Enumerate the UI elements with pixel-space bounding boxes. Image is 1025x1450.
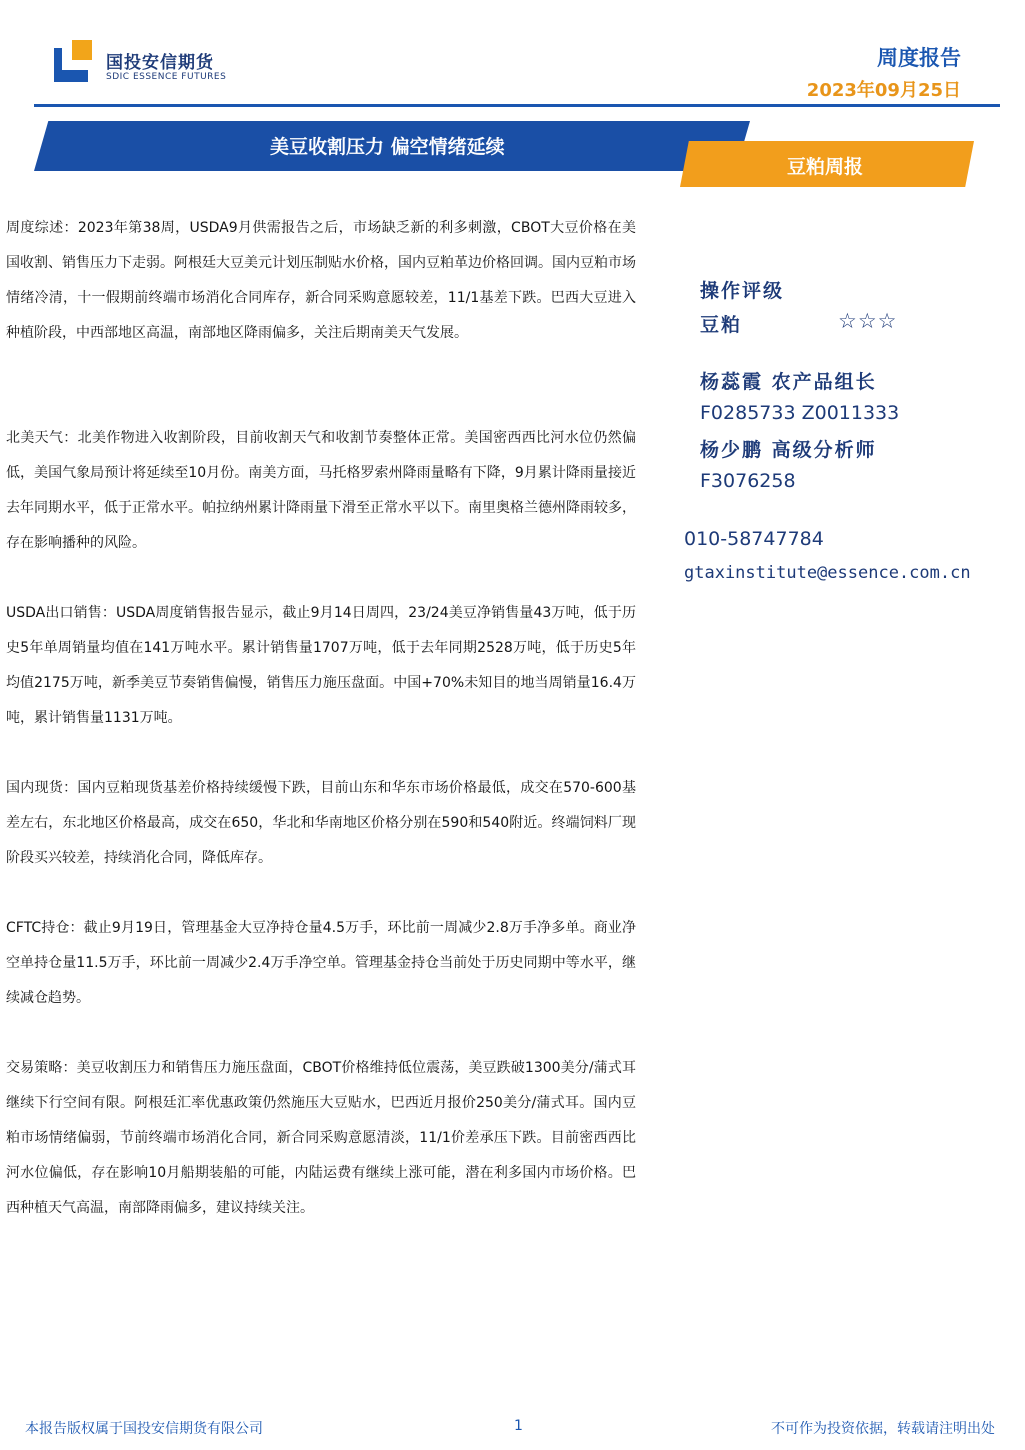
page-number: 1 — [514, 1418, 523, 1434]
analyst-2: 杨少鹏 高级分析师 — [700, 439, 877, 461]
rating-stars-icon: ☆☆☆ — [838, 309, 898, 333]
paragraph-usda-export: USDA出口销售：USDA周度销售报告显示，截止9月14日周四，23/24美豆净销售量43万吨，低于历史5年单周销量均值在141万吨水平。累计销售量1707万吨，低于去年同期2528万吨，低于历史5年均值2175万吨，新季美豆节奏销售偏慢，销售压力施压盘面。中国+70%未知目的地当周销量16.4万吨，累计销售量1131万吨。 — [6, 605, 636, 726]
paragraph-domestic-spot: 国内现货：国内豆粕现货基差价格持续缓慢下跌，目前山东和华东市场价格最低，成交在570-600基差左右，东北地区价格最高，成交在650，华北和华南地区价格分别在590和540附近。终端饲料厂现阶段买兴较差，持续消化合同，降低库存。 — [6, 780, 636, 866]
contact-email[interactable]: gtaxinstitute@essence.com.cn — [684, 563, 971, 583]
paragraph-cftc: CFTC持仓：截止9月19日，管理基金大豆净持仓量4.5万手，环比前一周减少2.8万手净多单。商业净空单持仓量11.5万手，环比前一周减少2.4万手净空单。管理基金持仓当前处于历史同期中等水平，继续减仓趋势。 — [6, 920, 636, 1006]
logo-mark-icon — [52, 40, 98, 86]
product-label: 豆粕 — [700, 314, 743, 336]
contact-phone: 010-58747784 — [684, 528, 824, 550]
footer-disclaimer: 不可作为投资依据，转载请注明出处 — [771, 1421, 995, 1437]
report-type: 周度报告 — [877, 46, 961, 70]
company-name-cn: 国投安信期货 — [106, 53, 214, 73]
paragraph-na-weather: 北美天气：北美作物进入收割阶段，目前收割天气和收割节奏整体正常。美国密西西比河水位仍然偏低，美国气象局预计将延续至10月份。南美方面，马托格罗索州降雨量略有下降，9月累计降雨量接近去年同期水平，低于正常水平。帕拉纳州累计降雨量下滑至正常水平以下。南里奥格兰德州降雨较多，存在影响播种的风险。 — [6, 430, 636, 551]
report-subtitle: 豆粕周报 — [787, 156, 864, 178]
paragraph-strategy: 交易策略：美豆收割压力和销售压力施压盘面，CBOT价格维持低位震荡，美豆跌破1300美分/蒲式耳继续下行空间有限。阿根廷汇率优惠政策仍然施压大豆贴水，巴西近月报价250美分/蒲式耳。国内豆粕市场情绪偏弱，节前终端市场消化合同，新合同采购意愿清淡，11/1价差承压下跌。目前密西西比河水位偏低，存在影响10月船期装船的可能，内陆运费有继续上涨可能，潜在利多国内市场价格。巴西种植天气高温，南部降雨偏多，建议持续关注。 — [6, 1060, 636, 1216]
rating-label: 操作评级 — [700, 280, 785, 302]
analyst-1: 杨蕊霞 农产品组长 — [700, 371, 877, 393]
report-date: 2023年09月25日 — [806, 80, 961, 101]
paragraph-weekly-summary: 周度综述：2023年第38周，USDA9月供需报告之后，市场缺乏新的利多刺激，CBOT大豆价格在美国收割、销售压力下走弱。阿根廷大豆美元计划压制贴水价格，国内豆粕革边价格回调。国内豆粕市场情绪冷清，十一假期前终端市场消化合同库存，新合同采购意愿较差，11/1基差下跌。巴西大豆进入种植阶段，中西部地区高温，南部地区降雨偏多，关注后期南美天气发展。 — [6, 220, 636, 341]
analyst-2-id: F3076258 — [700, 470, 796, 492]
header-divider — [34, 104, 1000, 107]
footer-copyright: 本报告版权属于国投安信期货有限公司 — [25, 1421, 263, 1437]
company-logo — [52, 40, 232, 90]
report-title: 美豆收割压力 偏空情绪延续 — [270, 136, 505, 158]
company-name-en: SDIC ESSENCE FUTURES — [106, 72, 227, 82]
analyst-1-ids: F0285733 Z0011333 — [700, 402, 900, 424]
